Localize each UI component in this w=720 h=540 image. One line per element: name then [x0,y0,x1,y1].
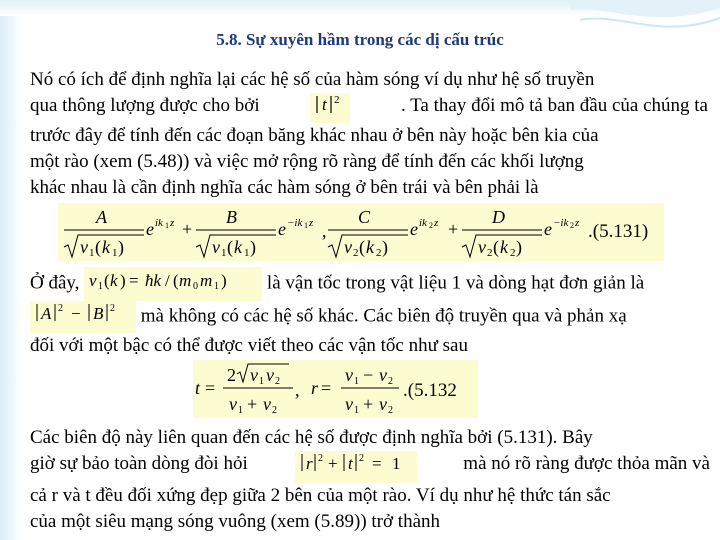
svg-text:2: 2 [376,247,382,259]
paragraph-2 [30,267,710,359]
svg-text:z: z [434,217,439,229]
svg-text:1: 1 [354,405,359,416]
svg-text:2: 2 [487,247,493,259]
svg-text:(: ( [227,237,233,257]
svg-text:z: z [309,217,314,229]
svg-text:,: , [322,221,327,241]
svg-text:1: 1 [304,221,308,230]
svg-text:e: e [146,219,154,239]
paragraph-text: Ở đây, [30,272,80,294]
svg-text:1: 1 [244,247,250,259]
svg-text:2: 2 [358,453,364,464]
svg-text:v: v [379,394,387,414]
paragraph-text: mà không có các hệ số khác. Các biên độ truyền qua và phản xạ [140,305,627,327]
page-title: 5.8. Sự xuyên hầm trong các dị cấu trúc [216,30,504,49]
svg-text:0: 0 [193,281,199,292]
svg-text:r: r [305,454,313,473]
svg-text:): ) [118,237,124,257]
svg-text:(: ( [359,237,365,257]
svg-text:2: 2 [510,247,516,259]
svg-text:1: 1 [98,281,104,292]
svg-text:k: k [366,237,374,257]
svg-text:1: 1 [214,281,220,292]
svg-text:(: ( [173,271,179,290]
svg-text:v: v [80,237,88,257]
svg-text:1: 1 [354,376,359,387]
paragraph-line: trước đây để tính đến các đoạn băng khác nhau ở bên này hoặc bên kia của [30,125,599,146]
equation-number: .(5.131) [588,221,649,242]
svg-text:1: 1 [238,405,243,416]
svg-text:A: A [96,207,107,227]
svg-text:C: C [358,207,371,227]
svg-text:−ik: −ik [287,217,303,229]
svg-text:): ) [250,237,256,257]
svg-text:r: r [311,378,319,398]
equation-5-131 [58,203,664,261]
paragraph-line: Các biên độ này liên quan đến các hệ số được định nghĩa bởi (5.131). Bây [30,427,593,448]
svg-text:−: − [363,365,374,385]
svg-text:v: v [379,365,387,385]
svg-text:2: 2 [110,303,115,314]
svg-text:1: 1 [391,454,401,473]
svg-text:m: m [179,271,192,290]
svg-text:2: 2 [353,247,359,259]
svg-text:2: 2 [275,376,280,387]
svg-text:−: − [71,304,81,323]
svg-text:2: 2 [227,365,236,385]
paragraph-line [30,93,708,123]
svg-text:2: 2 [429,221,433,230]
paragraph-line [30,451,710,483]
svg-text:v: v [478,237,486,257]
paragraph-line: khác nhau là cần định nghĩa các hàm sóng ở bên trái và bên phải là [30,177,539,198]
svg-text:v: v [345,394,353,414]
inline-formula-velocity [84,267,262,301]
svg-text:D: D [492,207,505,227]
svg-text:/: / [165,271,170,290]
svg-text:+: + [363,394,374,414]
svg-text:+: + [448,219,459,239]
svg-text:v: v [250,365,258,385]
svg-text:t: t [195,378,201,398]
svg-text:2: 2 [388,405,393,416]
svg-text:2: 2 [272,405,277,416]
svg-text:t: t [347,454,353,473]
paragraph-text: . Ta thay đổi mô tả ban đầu của chúng ta [401,95,708,116]
equation-number: .(5.132 [403,380,457,401]
paragraph-text: mà nó rõ ràng được thỏa mãn và [463,453,710,474]
svg-text:1: 1 [165,221,169,230]
paragraph-text: là vận tốc trong vật liệu 1 và dòng hạt đơn giản là [266,272,645,294]
svg-text:v: v [263,394,271,414]
svg-text:v: v [89,271,97,290]
paragraph-line [30,301,710,333]
svg-text:ik: ik [419,217,427,229]
svg-text:): ) [221,271,227,290]
svg-text:+: + [182,219,193,239]
inline-formula-current [30,301,136,333]
svg-text:e: e [410,219,418,239]
svg-text:): ) [382,237,388,257]
svg-text:1: 1 [89,247,95,259]
svg-text:1: 1 [259,376,264,387]
svg-text:,: , [295,380,300,400]
background-left-gradient [0,0,22,540]
svg-text:v: v [229,394,237,414]
paragraph-1 [30,67,708,201]
svg-text:+: + [247,394,258,414]
svg-text:t: t [322,95,328,114]
paragraph-3 [30,425,710,535]
svg-text:B: B [93,304,104,323]
svg-text:1: 1 [221,247,227,259]
svg-text:2: 2 [58,303,63,314]
svg-text:e: e [278,219,286,239]
svg-text:v: v [345,365,353,385]
svg-text:2: 2 [570,221,574,230]
inline-formula-conservation [295,451,417,483]
svg-text:=: = [371,454,382,473]
svg-text:−ik: −ik [553,217,569,229]
svg-text:=: = [205,378,216,398]
svg-text:z: z [170,217,175,229]
svg-text:z: z [575,217,580,229]
paragraph-line: cả r và t đều đối xứng đẹp giữa 2 bên của một rào. Ví dụ như hệ thức tán sắc [30,485,611,506]
paragraph-text: giờ sự bảo toàn dòng đòi hỏi [30,453,248,474]
svg-text:v: v [212,237,220,257]
svg-text:B: B [226,207,237,227]
svg-text:m: m [200,271,213,290]
paragraph-line: một rào (xem (5.48)) và việc mở rộng rõ ràng để tính đến các khối lượng [30,151,584,172]
inline-formula-t-squared [310,93,350,123]
paragraph-line: của một siêu mạng sóng vuông (xem (5.89)) trở thành [30,511,441,532]
equation-5-132 [193,360,478,418]
paragraph-text: qua thông lượng được cho bởi [30,95,260,116]
svg-text:): ) [120,271,126,290]
svg-text:(: ( [493,237,499,257]
svg-text:k: k [102,237,110,257]
svg-text:(: ( [95,237,101,257]
svg-text:+: + [327,454,338,473]
svg-text:(: ( [104,271,110,290]
svg-text:2: 2 [317,453,323,464]
paragraph-line [30,267,710,301]
svg-text:ik: ik [155,217,163,229]
svg-text:v: v [344,237,352,257]
svg-text:v: v [266,365,274,385]
svg-text:e: e [544,219,552,239]
paragraph-line: Nó có ích để định nghĩa lại các hệ số của hàm sóng ví dụ như hệ số truyền [30,69,595,90]
svg-text:1: 1 [112,247,118,259]
svg-text:ħk: ħk [145,271,162,290]
svg-text:k: k [234,237,242,257]
svg-text:=: = [321,378,332,398]
svg-text:A: A [41,304,52,323]
svg-text:k: k [110,271,118,290]
svg-text:k: k [500,237,508,257]
svg-text:): ) [516,237,522,257]
paragraph-line: đối với một bậc có thể được viết theo các vận tốc như sau [30,335,468,356]
svg-text:=: = [129,271,139,290]
svg-text:2: 2 [388,376,393,387]
svg-text:2: 2 [334,94,340,106]
